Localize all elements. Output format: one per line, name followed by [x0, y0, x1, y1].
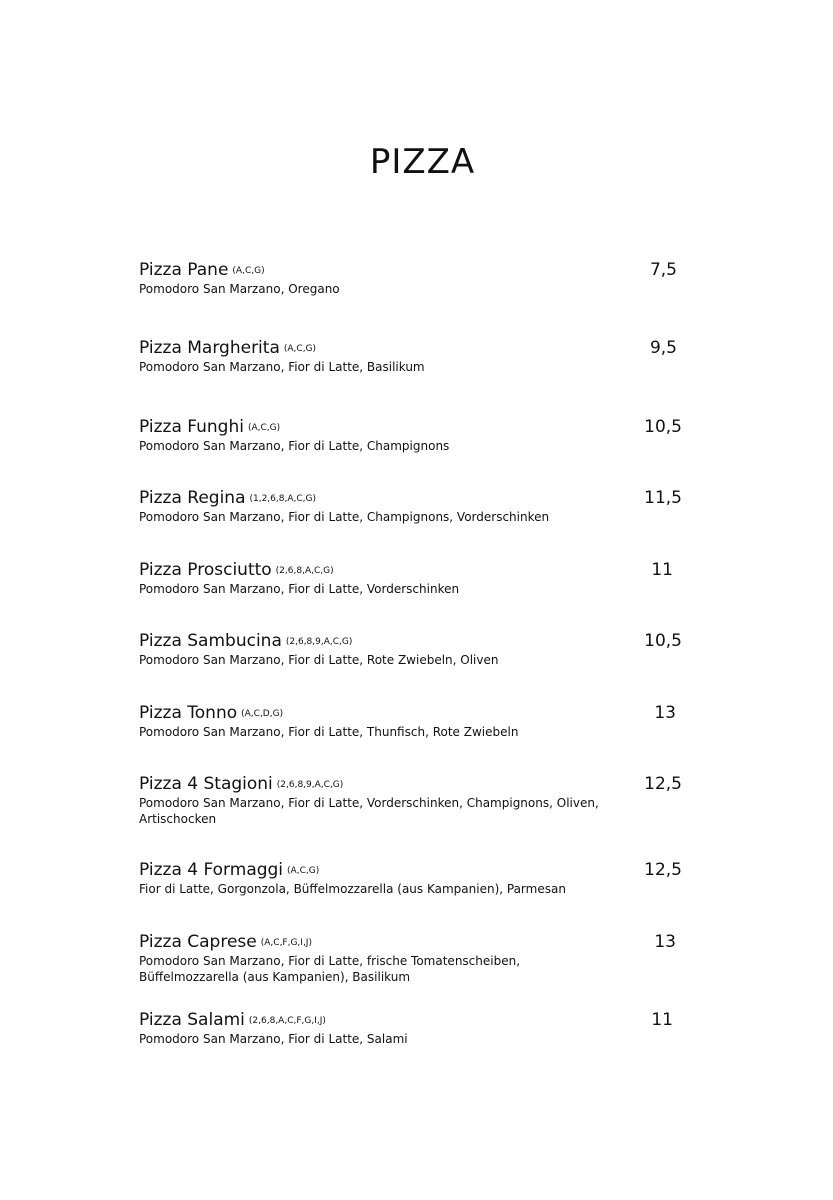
menu-item-pizza-4-stagioni: [139, 773, 699, 827]
menu-item-name: Pizza Sambucina: [139, 631, 282, 651]
menu-item-header: [139, 487, 699, 509]
menu-item-description: Pomodoro San Marzano, Fior di Latte, Thunfisch, Rote Zwiebeln: [139, 725, 519, 739]
menu-item-header: [139, 702, 699, 724]
menu-item-header: [139, 859, 699, 881]
menu-item-header: [139, 773, 699, 795]
menu-item-description: Pomodoro San Marzano, Fior di Latte, Basilikum: [139, 360, 425, 374]
page-title: PIZZA: [369, 142, 476, 182]
menu-item-description: Pomodoro San Marzano, Fior di Latte, Salami: [139, 1032, 408, 1046]
menu-item-allergens: (2,6,8,A,C,F,G,I,J): [248, 1016, 326, 1026]
menu-item-price: 10,5: [644, 417, 682, 437]
menu-item-header: [139, 259, 699, 281]
menu-item-pizza-pane: [139, 259, 699, 297]
menu-item-pizza-sambucina: [139, 630, 699, 668]
menu-item-price: 11: [651, 560, 673, 580]
menu-item-pizza-caprese: [139, 931, 699, 985]
menu-item-pizza-funghi: [139, 416, 699, 454]
menu-item-name: Pizza Caprese: [139, 932, 257, 952]
menu-item-description: Pomodoro San Marzano, Fior di Latte, Vorderschinken, Champignons, Oliven, Artischocken: [139, 796, 599, 826]
menu-item-allergens: (A,C,G): [287, 866, 320, 876]
menu-item-header: [139, 630, 699, 652]
menu-item-price: 13: [654, 932, 676, 952]
menu-item-price: 13: [654, 703, 676, 723]
menu-item-allergens: (2,6,8,9,A,C,G): [276, 780, 344, 790]
menu-item-price: 9,5: [649, 338, 677, 358]
menu-item-header: [139, 931, 699, 953]
menu-item-pizza-4-formaggi: [139, 859, 699, 897]
menu-item-price: 11,5: [644, 488, 682, 508]
menu-item-name: Pizza Prosciutto: [139, 560, 272, 580]
menu-item-name: Pizza 4 Formaggi: [139, 860, 284, 880]
menu-item-description: Pomodoro San Marzano, Fior di Latte, Champignons: [139, 439, 450, 453]
menu-item-name: Pizza Pane: [139, 260, 229, 280]
menu-item-pizza-regina: [139, 487, 699, 525]
menu-item-header: [139, 559, 699, 581]
menu-item-pizza-salami: [139, 1009, 699, 1047]
menu-item-header: [139, 1009, 699, 1031]
menu-item-price: 10,5: [644, 631, 682, 651]
menu-item-allergens: (A,C,F,G,I,J): [260, 938, 312, 948]
menu-item-header: [139, 416, 699, 438]
menu-item-name: Pizza Regina: [139, 488, 246, 508]
menu-item-price: 7,5: [649, 260, 677, 280]
menu-item-allergens: (A,C,G): [283, 344, 317, 354]
menu-item-allergens: (A,C,G): [232, 266, 265, 276]
menu-item-pizza-margherita: [139, 337, 699, 375]
menu-item-description: Pomodoro San Marzano, Fior di Latte, Champignons, Vorderschinken: [139, 510, 550, 524]
menu-item-name: Pizza Salami: [139, 1010, 245, 1030]
menu-item-allergens: (A,C,G): [247, 423, 281, 433]
menu-item-description: Pomodoro San Marzano, Fior di Latte, Vorderschinken: [139, 582, 460, 596]
menu-item-price: 11: [651, 1010, 673, 1030]
menu-item-allergens: (A,C,D,G): [241, 709, 284, 719]
menu-item-description: Pomodoro San Marzano, Oregano: [139, 282, 340, 296]
menu-item-price: 12,5: [644, 774, 682, 794]
menu-item-pizza-prosciutto: [139, 559, 699, 597]
menu-item-description: Fior di Latte, Gorgonzola, Büffelmozzarella (aus Kampanien), Parmesan: [139, 882, 566, 896]
menu-item-allergens: (1,2,6,8,A,C,G): [249, 494, 316, 504]
menu-item-name: Pizza 4 Stagioni: [139, 774, 273, 794]
menu-item-description: Pomodoro San Marzano, Fior di Latte, Rote Zwiebeln, Oliven: [139, 653, 499, 667]
menu-item-name: Pizza Funghi: [139, 417, 244, 437]
menu-item-name: Pizza Margherita: [139, 338, 280, 358]
menu-item-price: 12,5: [644, 860, 682, 880]
menu-item-description: Pomodoro San Marzano, Fior di Latte, frische Tomatenscheiben, Büffelmozzarella (aus Kampanien), Basilikum: [139, 954, 521, 984]
menu-item-header: [139, 337, 699, 359]
menu-item-name: Pizza Tonno: [139, 703, 238, 723]
menu-item-allergens: (2,6,8,9,A,C,G): [285, 637, 353, 647]
menu-item-allergens: (2,6,8,A,C,G): [275, 566, 334, 576]
menu-item-pizza-tonno: [139, 702, 699, 740]
